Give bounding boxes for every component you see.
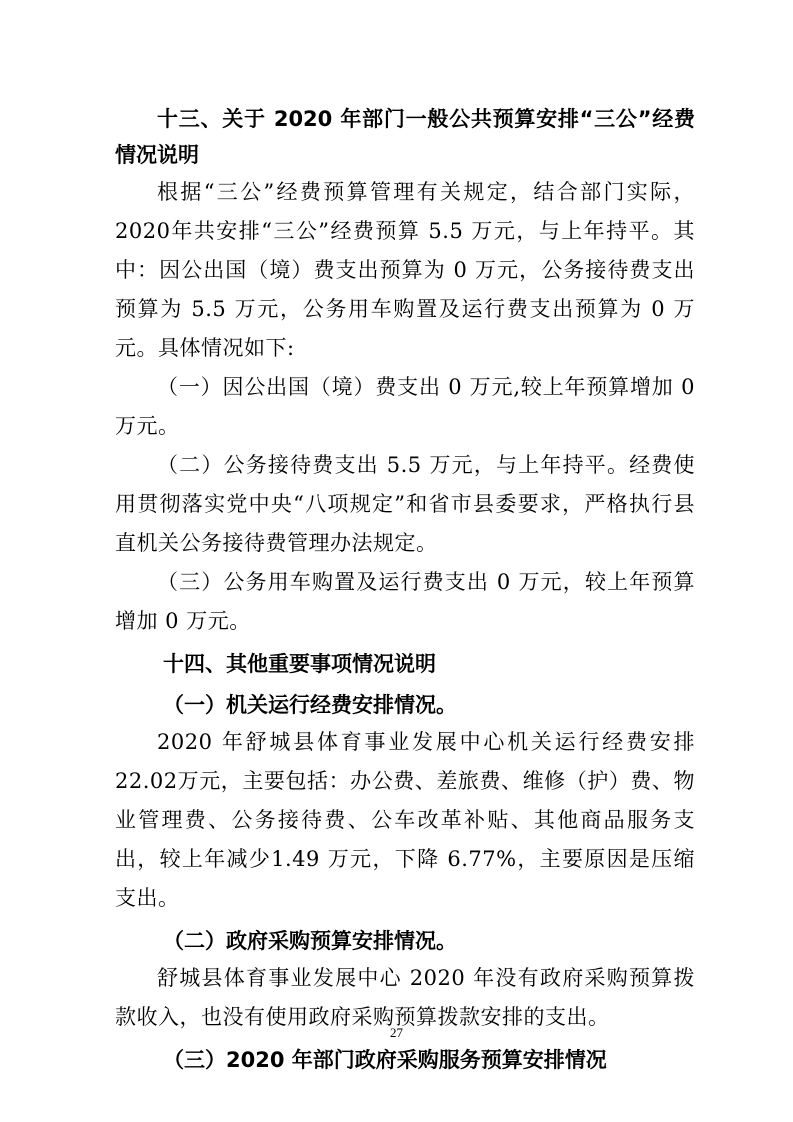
section-13-item-3: （三）公务用车购置及运行费支出 0 万元，较上年预算增加 0 万元。 xyxy=(115,570,695,633)
section-14-sub-3-heading: （三）2020 年部门政府采购服务预算安排情况 xyxy=(163,1048,607,1072)
section-13-heading: 十三、关于 2020 年部门一般公共预算安排“三公”经费情况说明 xyxy=(115,107,695,167)
page-number: 27 xyxy=(390,1025,403,1040)
section-13-item-1: （一）因公出国（境）费支出 0 万元,较上年预算增加 0 万元。 xyxy=(115,375,695,438)
section-13-item-2: （二）公务接待费支出 5.5 万元，与上年持平。经费使用贯彻落实党中央“八项规定”和省市县委要求，严格执行县直机关公务接待费管理办法规定。 xyxy=(115,453,695,555)
section-14-heading: 十四、其他重要事项情况说明 xyxy=(163,652,436,676)
section-14-sub-2-text: 舒城县体育事业发展中心 2020 年没有政府采购预算拨款收入，也没有使用政府采购预算拨款安排的支出。 xyxy=(115,966,695,1029)
page-content xyxy=(115,101,695,1078)
section-14-sub-1-text: 2020 年舒城县体育事业发展中心机关运行经费安排 22.02万元，主要包括：办公费、差旅费、维修（护）费、物业管理费、公务接待费、公车改革补贴、其他商品服务支出，较上年减少1.49 万元，下降 6.77%，主要原因是压缩支出。 xyxy=(115,730,695,910)
section-14-sub-2-heading: （二）政府采购预算安排情况。 xyxy=(163,929,457,953)
section-14-sub-1-heading: （一）机关运行经费安排情况。 xyxy=(163,693,457,717)
section-13-paragraph: 根据“三公”经费预算管理有关规定，结合部门实际，2020年共安排“三公”经费预算 5.5 万元，与上年持平。其中：因公出国（境）费支出预算为 0 万元，公务接待费支出预算为 5.5 万元，公务用车购置及运行费支出预算为 0 万元。具体情况如下: xyxy=(115,180,695,360)
